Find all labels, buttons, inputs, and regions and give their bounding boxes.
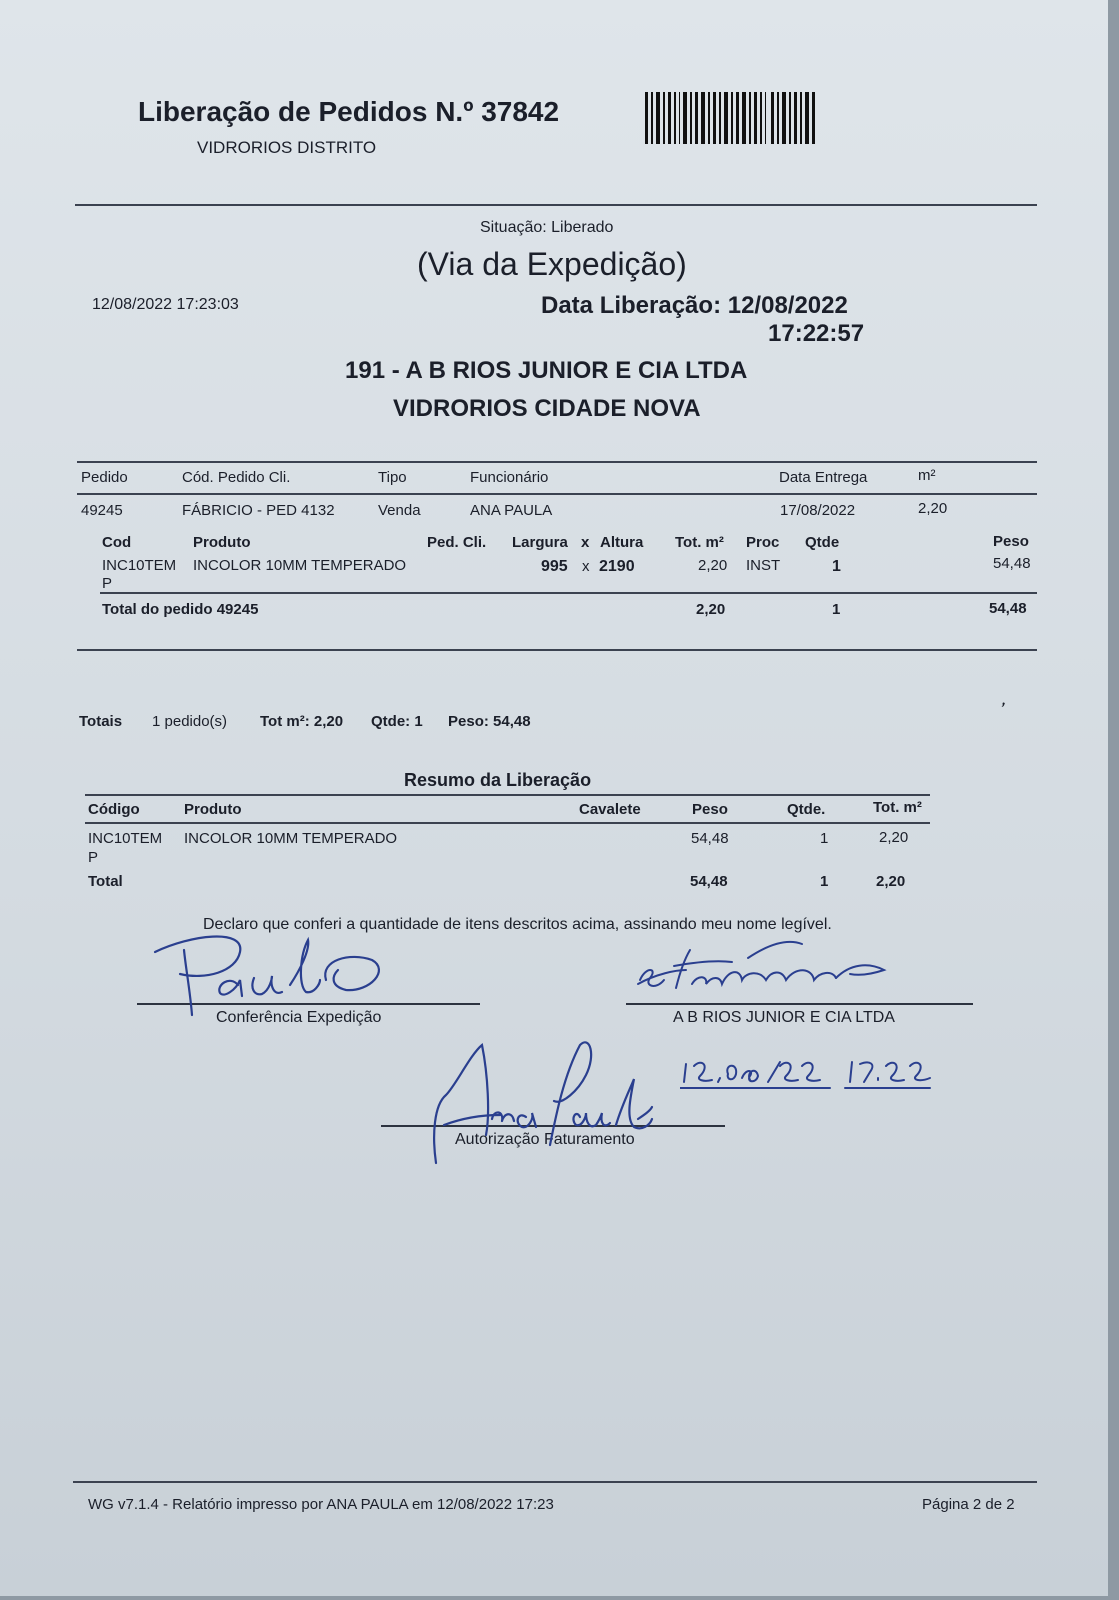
summary-col-tot-m2: Tot. m² (873, 799, 922, 816)
summary-produto: INCOLOR 10MM TEMPERADO (184, 830, 398, 847)
page-number: Página 2 de 2 (922, 1496, 1015, 1513)
signature-ana-paula (430, 1035, 660, 1170)
totals-qtde: Qtde: 1 (371, 713, 423, 730)
item-largura: 995 (541, 558, 568, 575)
col-data-entrega: Data Entrega (779, 469, 868, 486)
totals-pedidos: 1 pedido(s) (152, 713, 228, 730)
pen-mark: , (1000, 691, 1010, 709)
item-qtde: 1 (832, 558, 841, 575)
pedido-value: 49245 (81, 502, 123, 519)
col-peso: Peso (993, 533, 1029, 550)
client-name: 191 - A B RIOS JUNIOR E CIA LTDA (345, 357, 748, 384)
summary-total-qtde: 1 (820, 873, 829, 890)
item-altura: 2190 (599, 558, 635, 575)
cliente-label: A B RIOS JUNIOR E CIA LTDA (673, 1009, 895, 1026)
release-time: 17:22:57 (768, 320, 865, 347)
copy-type: (Via da Expedição) (417, 246, 687, 282)
summary-col-codigo: Código (88, 801, 140, 818)
signature-cliente (636, 940, 906, 1010)
autorizacao-label: Autorização Faturamento (455, 1131, 635, 1148)
col-tipo: Tipo (378, 469, 407, 486)
order-total-peso: 54,48 (989, 600, 1027, 617)
summary-codigo: INC10TEM (88, 830, 163, 847)
conferencia-label: Conferência Expedição (216, 1009, 382, 1026)
col-x: x (581, 534, 590, 551)
data-entrega-value: 17/08/2022 (780, 502, 856, 519)
company-name: VIDRORIOS DISTRITO (197, 138, 377, 157)
header-divider (75, 204, 1037, 206)
printed-timestamp: 12/08/2022 17:23:03 (92, 296, 239, 313)
item-peso: 54,48 (993, 555, 1031, 572)
order-section-divider (77, 649, 1037, 651)
col-ped-cli: Ped. Cli. (427, 534, 487, 551)
col-proc: Proc (746, 534, 780, 551)
col-altura: Altura (600, 534, 644, 551)
summary-total-peso: 54,48 (690, 873, 728, 890)
order-total-qtde: 1 (832, 601, 841, 618)
totals-peso: Peso: 54,48 (448, 713, 531, 730)
item-cod: INC10TEM (102, 557, 177, 574)
summary-header-rule (85, 822, 930, 824)
totals-m2: Tot m²: 2,20 (260, 713, 344, 730)
order-header-top-rule (77, 461, 1037, 463)
summary-col-cavalete: Cavalete (579, 801, 641, 818)
summary-col-qtde: Qtde. (787, 801, 826, 818)
funcionario-value: ANA PAULA (470, 502, 553, 519)
summary-col-produto: Produto (184, 801, 242, 818)
summary-total-tot-m2: 2,20 (876, 873, 906, 890)
col-produto: Produto (193, 534, 251, 551)
summary-col-peso: Peso (692, 801, 728, 818)
order-total-label: Total do pedido 49245 (102, 601, 259, 618)
item-produto: INCOLOR 10MM TEMPERADO (193, 557, 407, 574)
col-largura: Largura (512, 534, 568, 551)
footer-rule (73, 1481, 1037, 1483)
handwritten-date (680, 1052, 960, 1092)
col-cod: Cod (102, 534, 132, 551)
release-date: Data Liberação: 12/08/2022 (541, 292, 848, 319)
summary-peso: 54,48 (691, 830, 729, 847)
order-total-m2: 2,20 (696, 601, 726, 618)
col-pedido: Pedido (81, 469, 128, 486)
col-tot-m2: Tot. m² (675, 534, 724, 551)
totals-label: Totais (79, 713, 123, 730)
document-title: Liberação de Pedidos N.º 37842 (138, 96, 560, 127)
barcode-image (645, 92, 815, 144)
summary-tot-m2: 2,20 (879, 829, 909, 846)
summary-total-label: Total (88, 873, 123, 890)
item-tot-m2: 2,20 (698, 557, 728, 574)
col-funcionario: Funcionário (470, 469, 549, 486)
tipo-value: Venda (378, 502, 421, 519)
summary-title: Resumo da Liberação (404, 770, 592, 790)
col-qtde: Qtde (805, 534, 840, 551)
items-total-rule (100, 592, 1037, 594)
summary-codigo-wrap: P (88, 849, 99, 866)
col-cod-pedido-cli: Cód. Pedido Cli. (182, 469, 291, 486)
item-proc: INST (746, 557, 781, 574)
item-x: x (582, 558, 590, 575)
order-header-bottom-rule (77, 493, 1037, 495)
item-cod-wrap: P (102, 575, 113, 592)
summary-qtde: 1 (820, 830, 829, 847)
client-branch: VIDRORIOS CIDADE NOVA (393, 395, 701, 422)
declaration-text: Declaro que conferi a quantidade de itens descritos acima, assinando meu nome legível. (203, 916, 832, 933)
cod-pedido-cli-value: FÁBRICIO - PED 4132 (182, 502, 335, 519)
footer-report-info: WG v7.1.4 - Relatório impresso por ANA PAULA em 12/08/2022 17:23 (88, 1496, 554, 1513)
m2-value: 2,20 (918, 500, 948, 517)
signature-paulo (150, 930, 400, 1020)
summary-top-rule (85, 794, 930, 796)
col-m2: m² (918, 467, 936, 484)
status-text: Situação: Liberado (480, 219, 614, 236)
